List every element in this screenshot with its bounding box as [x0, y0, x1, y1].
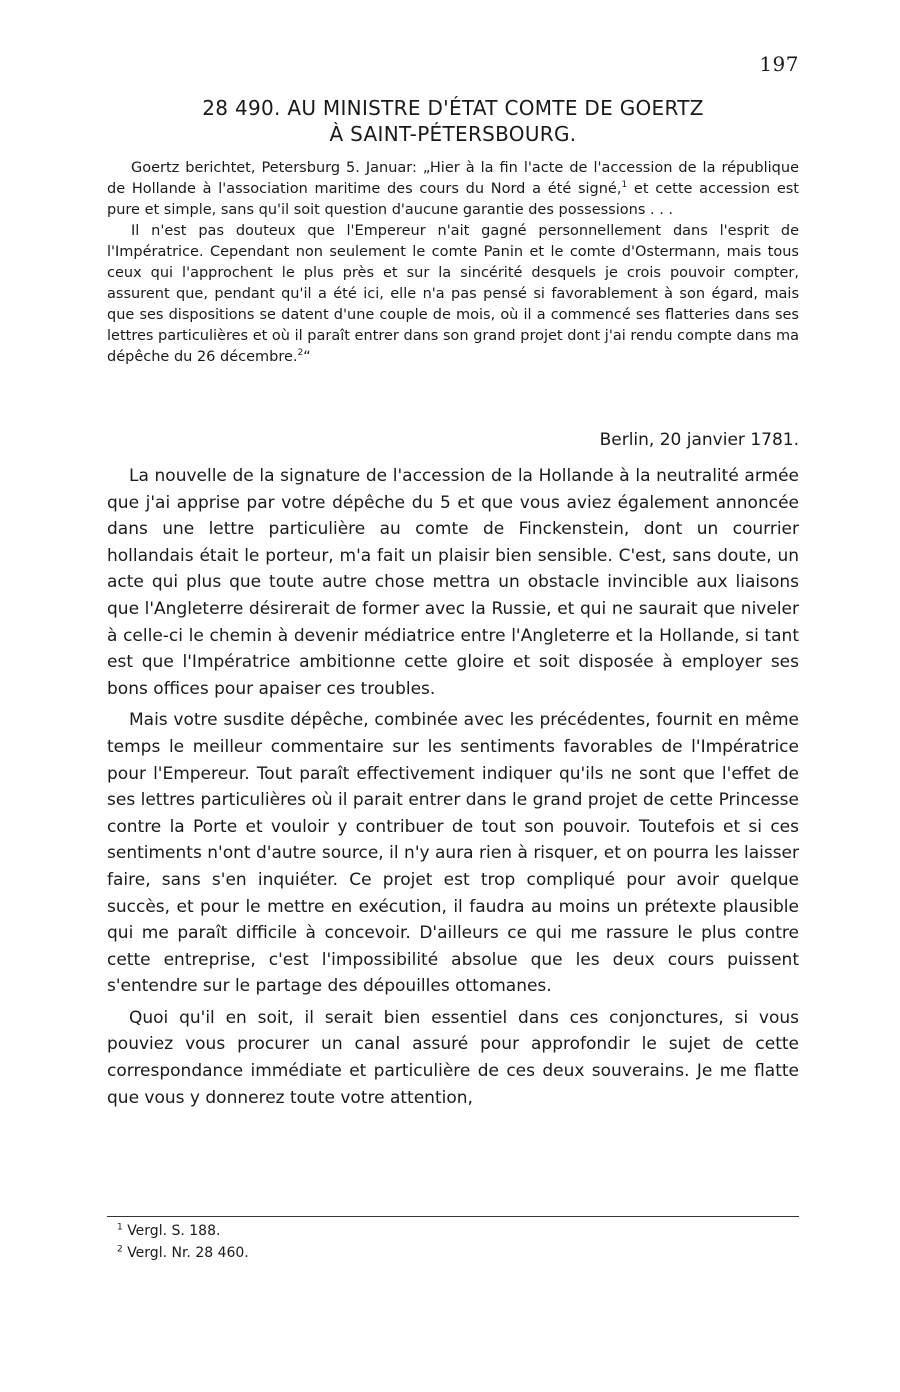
- letter-paragraph-3: Quoi qu'il en soit, il serait bien essentiel dans ces conjonctures, si vous pouviez vous procurer un canal assuré pour approfondir le sujet de cette correspondance immédiate et particulière de ces deux souverains. Je me flatte que vous y donnerez toute votre attention,: [107, 1007, 799, 1108]
- summary-paragraph-1: [107, 158, 799, 221]
- footnote-mark: 2: [117, 1244, 123, 1255]
- page-number: 197: [759, 52, 799, 76]
- heading-line-2: À SAINT-PÉTERSBOURG.: [329, 122, 577, 146]
- footnote-text: Vergl. Nr. 28 460.: [127, 1245, 249, 1261]
- footnote-divider: [107, 1216, 799, 1217]
- footnote-1: [107, 1220, 249, 1242]
- footnote-marker: 2: [297, 348, 304, 359]
- footnotes: [107, 1220, 249, 1264]
- summary-text: Il n'est pas douteux que l'Empereur n'ait gagné personnellement dans l'esprit de l'Impératrice. Cependant non seulement le comte Panin et le comte d'Ostermann, mais tous ceux qui l'approchent le plus près et sur la sincérité desquels je crois pouvoir compter, assurent que, pendant qu'il a été ici, elle n'a pas pensé si favorablement à son égard, mais que ses dispositions se datent d'une couple de mois, où il a commencé ses flatteries dans ses lettres particulières et où il paraît entrer dans son grand projet dont j'ai rendu compte dans ma dépêche du 26 décembre.: [107, 223, 799, 365]
- footnote-2: [107, 1242, 249, 1264]
- footnote-mark: 1: [117, 1222, 123, 1233]
- summary-paragraph-2: [107, 221, 799, 368]
- footnote-marker: 1: [621, 180, 628, 191]
- letter-paragraph-1: La nouvelle de la signature de l'accession de la Hollande à la neutralité armée que j'ai apprise par votre dépêche du 5 et que vous aviez également annoncée dans une lettre particulière au comte de Finckenstein, dont un courrier hollandais était le porteur, m'a fait un plaisir bien sensible. C'est, sans doute, un acte qui plus que toute autre chose mettra un obstacle invincible aux liaisons que l'Angleterre désirerait de former avec la Russie, et qui ne saurait que niveler à celle-ci le chemin à devenir médiatrice entre l'Angleterre et la Hollande, si tant est que l'Impératrice ambitionne cette gloire et soit disposée à employer ses bons offices pour apaiser ces troubles.: [107, 466, 799, 699]
- report-summary: [107, 158, 799, 368]
- letter-paragraph-2: Mais votre susdite dépêche, combinée avec les précédentes, fournit en même temps le meilleur commentaire sur les sentiments favorables de l'Impératrice pour l'Empereur. Tout paraît effectivement indiquer qu'ils ne sont que l'effet de ses lettres particulières où il parait entrer dans le grand projet de cette Princesse contre la Porte et vouloir y contribuer de tout son pouvoir. Toutefois et si ces sentiments n'ont d'autre source, il n'y aura rien à risquer, et on pourra les laisser faire, sans s'en inquiéter. Ce projet est trop compliqué pour avoir quelque succès, et pour le mettre en exécution, il faudra au moins un prétexte plausible qui me paraît difficile à concevoir. D'ailleurs ce qui me rassure le plus contre cette entreprise, c'est l'impossibilité absolue que les deux cours puissent s'entendre sur le partage des dépouilles ottomanes.: [107, 710, 799, 997]
- summary-text: et cette accession est pure et simple, sans qu'il soit question d'aucune garantie des possessions . . .: [107, 181, 799, 218]
- footnote-text: Vergl. S. 188.: [127, 1223, 221, 1239]
- summary-text: “: [303, 349, 311, 365]
- summary-text: Goertz berichtet, Petersburg 5. Januar: „Hier à la fin l'acte de l'accession de la république de Hollande à l'association maritime des cours du Nord a été signé,: [107, 160, 799, 197]
- place-date: Berlin, 20 janvier 1781.: [599, 430, 799, 450]
- letter-body: [107, 463, 799, 1116]
- document-heading: [107, 95, 799, 147]
- heading-line-1: 28 490. AU MINISTRE D'ÉTAT COMTE DE GOERTZ: [202, 96, 704, 120]
